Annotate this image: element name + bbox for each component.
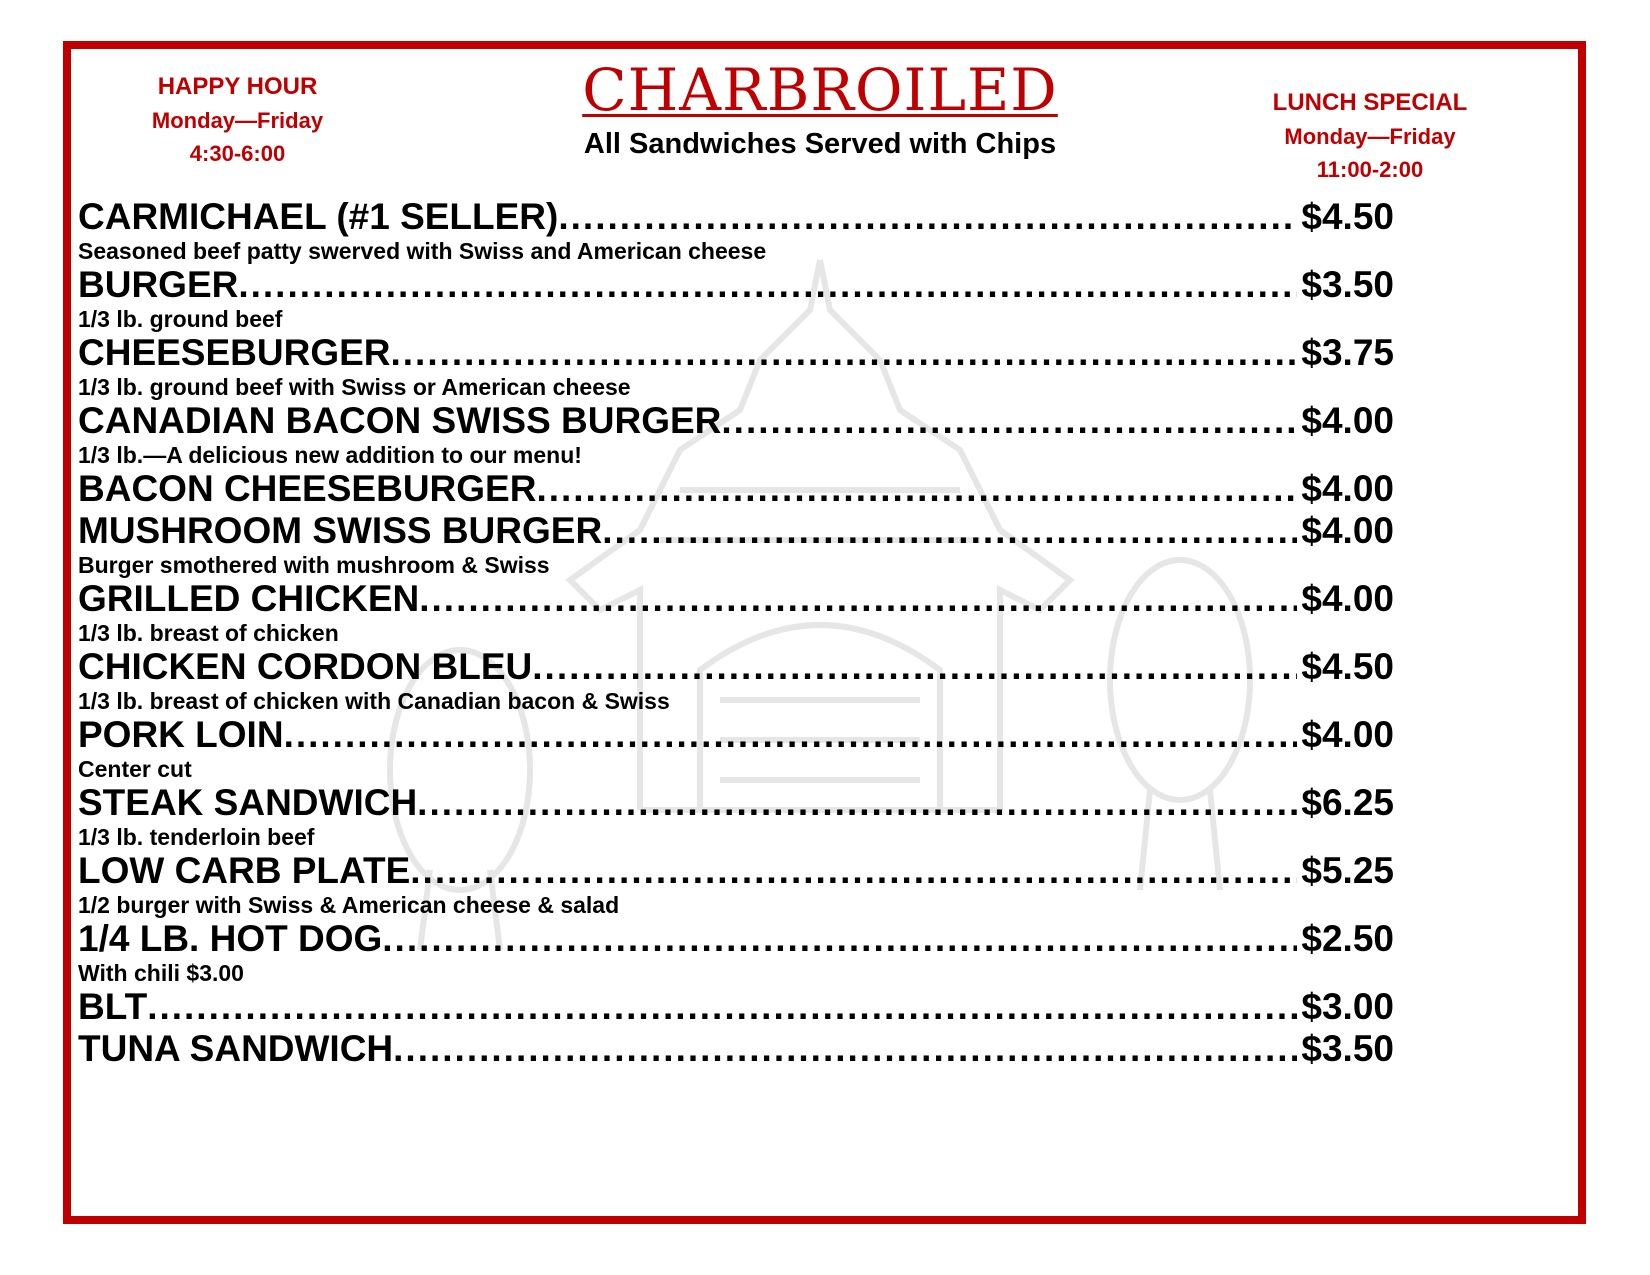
menu-item-description: Center cut <box>78 756 192 782</box>
menu-item-row <box>78 918 1394 960</box>
happy-hour-days: Monday—Friday <box>151 108 324 133</box>
dot-leader <box>558 196 1297 238</box>
menu-item-name: STEAK SANDWICH <box>78 782 418 823</box>
lunch-special-block <box>1255 86 1485 186</box>
dot-leader <box>382 918 1297 960</box>
page-title: CHARBROILED <box>582 56 1058 124</box>
menu-item-row <box>78 332 1394 374</box>
menu-item-name: MUSHROOM SWISS BURGER <box>78 510 603 551</box>
dot-leader <box>284 714 1298 756</box>
menu-item-price: $3.50 <box>1301 264 1394 305</box>
menu-item-description: 1/3 lb.—A delicious new addition to our menu! <box>78 442 582 468</box>
menu-item-price: $4.00 <box>1301 578 1394 619</box>
menu-item-row <box>78 714 1394 756</box>
menu-item-row <box>78 782 1394 824</box>
menu-item-price: $2.50 <box>1301 918 1394 959</box>
happy-hour-hours: 4:30-6:00 <box>189 141 286 166</box>
menu-item-name: BLT <box>78 986 148 1027</box>
menu-item-name: BURGER <box>78 264 239 305</box>
menu-item-price: $4.50 <box>1301 646 1394 687</box>
menu-item-price: $5.25 <box>1301 850 1394 891</box>
menu-item-description: 1/3 lb. breast of chicken with Canadian bacon & Swiss <box>78 688 670 714</box>
menu-item-price: $4.00 <box>1301 468 1394 509</box>
menu-item-name: TUNA SANDWICH <box>78 1028 394 1069</box>
dot-leader <box>393 1028 1297 1070</box>
dot-leader <box>536 468 1297 510</box>
menu-item-description: Burger smothered with mushroom & Swiss <box>78 552 550 578</box>
menu-item-description: 1/2 burger with Swiss & American cheese & salad <box>78 892 620 918</box>
menu-item-description: 1/3 lb. breast of chicken <box>78 620 339 646</box>
menu-item-description: 1/3 lb. ground beef <box>78 306 283 332</box>
menu-item-row <box>78 196 1394 238</box>
menu-item-name: CHICKEN CORDON BLEU <box>78 646 533 687</box>
menu-item-list <box>78 196 1394 1070</box>
menu-item-name: CHEESEBURGER <box>78 332 391 373</box>
lunch-special-hours: 11:00-2:00 <box>1316 157 1424 182</box>
menu-item-price: $4.50 <box>1301 196 1394 237</box>
menu-item-row <box>78 510 1394 552</box>
menu-item-name: CARMICHAEL (#1 SELLER) <box>78 196 559 237</box>
page-subtitle: All Sandwiches Served with Chips <box>583 128 1057 160</box>
menu-item-row <box>78 646 1394 688</box>
menu-item-name: 1/4 LB. HOT DOG <box>78 918 383 959</box>
menu-item-name: LOW CARB PLATE <box>78 850 411 891</box>
dot-leader <box>147 986 1297 1028</box>
menu-item-price: $4.00 <box>1301 400 1394 441</box>
menu-item-price: $3.00 <box>1301 986 1394 1027</box>
menu-item-row <box>78 468 1394 510</box>
dot-leader <box>417 782 1297 824</box>
menu-item-row <box>78 850 1394 892</box>
menu-item-name: BACON CHEESEBURGER <box>78 468 537 509</box>
menu-item-price: $4.00 <box>1301 714 1394 755</box>
dot-leader <box>602 510 1297 552</box>
lunch-special-days: Monday—Friday <box>1284 124 1456 149</box>
menu-item-name: CANADIAN BACON SWISS BURGER <box>78 400 722 441</box>
dot-leader <box>391 332 1298 374</box>
menu-item-row <box>78 986 1394 1028</box>
menu-item-name: GRILLED CHICKEN <box>78 578 420 619</box>
dot-leader <box>238 264 1297 306</box>
menu-item-row <box>78 1028 1394 1070</box>
menu-item-price: $3.50 <box>1301 1028 1394 1069</box>
menu-item-price: $3.75 <box>1301 332 1394 373</box>
menu-item-row <box>78 578 1394 620</box>
lunch-special-heading: LUNCH SPECIAL <box>1272 89 1468 116</box>
menu-item-description: 1/3 lb. ground beef with Swiss or American cheese <box>78 374 631 400</box>
dot-leader <box>419 578 1297 620</box>
menu-item-price: $6.25 <box>1301 782 1394 823</box>
dot-leader <box>410 850 1297 892</box>
menu-item-row <box>78 400 1394 442</box>
menu-item-description: 1/3 lb. tenderloin beef <box>78 824 315 850</box>
menu-item-description: Seasoned beef patty swerved with Swiss and American cheese <box>78 238 767 264</box>
menu-item-description: With chili $3.00 <box>78 960 244 986</box>
happy-hour-block <box>125 70 350 170</box>
menu-item-price: $4.00 <box>1301 510 1394 551</box>
dot-leader <box>532 646 1297 688</box>
menu-item-name: PORK LOIN <box>78 714 284 755</box>
menu-item-row <box>78 264 1394 306</box>
dot-leader <box>721 400 1297 442</box>
happy-hour-heading: HAPPY HOUR <box>157 73 318 100</box>
